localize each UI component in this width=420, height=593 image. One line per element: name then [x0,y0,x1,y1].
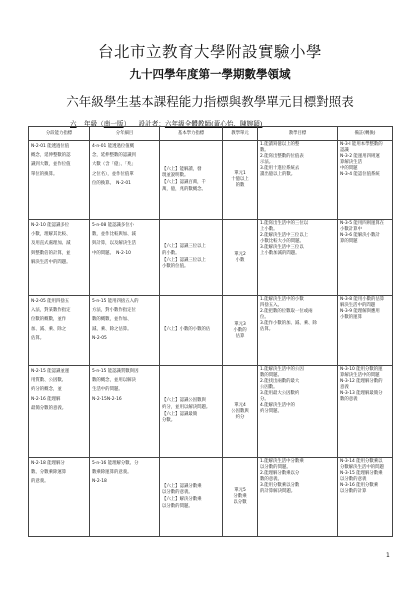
cell-line: 數，並作比較與加、減 [92,232,136,238]
cell-line: 2.能把數的位數取一位或兩 [260,309,313,314]
cell-unit [223,220,258,296]
cell-line: 【六上】認識三位以上 [162,257,206,263]
cell-line: 及用直式處理加、減 [31,241,71,247]
cell-basic [160,296,223,366]
cell-basic [160,220,223,296]
cell-line: 數的意義 [340,397,358,402]
cell-line: 中的問題 [340,166,358,171]
cell-line: 數的概數，並作加、 [92,317,132,323]
cell-line: 數的意義。 [260,477,282,482]
cell-grade [90,366,160,458]
cell-line: N-2-05 能用四捨五 [31,299,70,304]
document-subtitle: 九十四學年度第一學期數學領域 [129,67,291,81]
table-row [29,458,393,537]
cell-basic [160,458,223,537]
cell-line: 的計算解決問題。 [260,489,296,494]
cell-line: 5-n-15 能用四捨五入的 [92,299,139,304]
cell-line: N-2-18 能理解分 [31,461,65,466]
header-basic: 基本學力指標 [160,127,223,141]
cell-line: 分。 [260,397,269,402]
cell-line: 【六上】認識最簡 [162,411,198,417]
cell-basic [160,366,223,458]
cell-line: 1.能解決生活中的公因 [260,367,304,372]
document-title: 台北市立教育大學附設實驗小學 [97,43,322,61]
cell-line: N-2-18 [92,479,107,485]
table-header-row [29,127,393,141]
page-number: 1 [386,552,390,559]
cell-line: 單位的換算。 [31,171,58,177]
cell-line: 以分數的計算 [340,489,367,494]
cell-line: 的數 [235,183,245,188]
cell-line: 3.能作小數的加、減、乘、除 [260,321,317,326]
cell-line: N-3-5 能用四則運算在 [340,221,385,226]
cell-line: 位的換算。 N-2-01 [92,180,131,186]
cell-line: 以分數的問題。 [162,503,193,509]
cell-line: 小數的運算 [340,315,362,320]
cell-line: N-3-I 能用本學整數的 [340,142,383,147]
cell-line: 5-n-08 能認識多位小 [92,223,135,228]
cell-line: 識到大數，並作位值 [31,162,71,168]
cell-unit [223,366,258,458]
cell-line: N-3-12 能理解分數的 [340,379,383,384]
cell-line: 小數 [235,257,245,263]
cell-line: N-3-16 能用分數乘 [340,483,379,488]
cell-line: N-3-2 能運用四則運 [340,154,380,159]
cell-goals [258,220,338,296]
cell-line: 算解決生活中的問題 [340,373,380,378]
cell-line: N-3-8 能用小數的估算 [340,297,385,302]
cell-line: 算解決生活 [340,160,362,165]
cell-line: N-3-15 能理解分數乘 [340,471,383,476]
cell-line: 數的問題。 [260,373,282,378]
cell-line: 5-n-16 能理解分數、分 [92,461,139,466]
cell-line: 之位名），並作位值單 [92,171,134,177]
cell-ability [29,296,90,366]
table-row [29,366,393,458]
cell-line: 萬，億，兆的數概念。 [162,186,206,192]
cell-line: 中的問題。 N-2-10 [92,250,131,256]
cell-line: 四捨五入。 [260,303,282,308]
cell-line: 大數（含「億」、「兆」 [92,162,136,168]
cell-line: 1.能寫出生活中的三位以 [260,221,309,226]
cell-line: 1.能解決生活中的小數 [260,297,304,302]
cell-goals [258,366,338,458]
cell-line: 估算 [235,333,245,339]
cell-line: 3.能用最大公因數約 [260,391,300,396]
cell-line: 生活中的問題。 [92,387,123,393]
cell-line: 單元5 [234,488,246,493]
cell-line: 公因數。 [260,385,278,390]
header-grade: 分年細目 [90,127,160,141]
cell-line: 念，延伸整數的認識到 [92,153,136,159]
cell-line: N-3-6 能解決小數計 [340,233,380,238]
cell-line: 與計算，以及解決生活 [92,241,136,247]
cell-line: N-2-15 能認識並運 [31,369,70,374]
cell-line: 最簡分數的意義。 [31,405,67,411]
cell-line: 分數解決生活中的問題 [340,465,384,470]
cell-line: 小數比較大小的問題。 [260,239,304,244]
cell-line: 加、減、乘、除之 [31,326,67,332]
cell-notes [338,220,393,296]
cell-goals [258,296,338,366]
cell-line: 3.能用十進位系統去 [260,166,300,171]
cell-grade [90,296,160,366]
cell-grade [90,220,160,296]
cell-line: 解決生活中的問題。 [31,259,71,265]
cell-line: 上小數加減的問題。 [260,251,300,256]
cell-ability [29,141,90,220]
cell-line: 估算。 [31,335,45,341]
cell-line: 【六上】認識公因數與 [162,398,206,404]
cell-line: N-3-13 能理解最簡分 [340,391,383,396]
cell-line: N-2-01 能透過位值 [31,144,70,149]
cell-line: 的意義。 [31,479,49,485]
cell-line: N-2-15N-2-16 [92,396,122,402]
cell-line: 【六上】能解讀，發 [162,166,202,172]
cell-line: 的小數。 [162,250,180,256]
cell-line: 單元1 [234,171,246,176]
document-heading: 六年級學生基本課程能力指標與教學單元目標對照表 [66,94,354,109]
header-goals: 教學目標 [258,127,338,141]
volume-label: 年級（ [84,120,104,128]
cell-line: N-2-05 [92,335,107,341]
table-row [29,220,393,296]
cell-line: 解決生活中的問題 [340,303,376,308]
header-ability: 分段能力指標 [29,127,90,141]
cell-line: 4-n-01 能透過位值概 [92,144,135,149]
cell-line: 約分問題。 [260,409,282,414]
ability-table [28,126,393,537]
cell-notes [338,458,393,537]
cell-unit [223,296,258,366]
cell-notes [338,296,393,366]
cell-line: 數。 [260,148,269,153]
cell-line: N-3-4 能認位值系統 [340,172,380,177]
cell-line: 以分數的意義。 [162,490,193,496]
cell-ability [29,458,90,537]
cell-line: 單元2 [234,251,246,257]
cell-line: 減、乘、除之估算。 [92,326,132,332]
header-notes: 備註(轉換) [338,127,393,141]
cell-line: 單元3 [234,321,246,327]
cell-line: 小數，理解其比較、 [31,232,71,238]
cell-line: 與整數倍的計算，並 [31,250,71,256]
cell-line: 十億以上 [231,177,249,182]
cell-ability [29,220,90,296]
cell-line: 用質數、公因數、 [31,378,67,384]
cell-line: 位。 [260,315,269,320]
cell-line: 數乘除運算的意義。 [92,470,132,476]
cell-line: 以分數 [233,500,247,505]
cell-notes [338,366,393,458]
cell-line: 入法，對某數作指定 [31,308,71,314]
cell-line: 示法。 [260,160,274,165]
cell-line: N-3-9 能理解與應用 [340,309,380,314]
header-unit: 教學單元 [223,127,258,141]
cell-line: 【六上】解決分數乘 [162,497,202,502]
cell-line: N-3-10 能用分數的運 [340,367,383,372]
cell-line: 3.能解決生活中三位以 [260,245,304,250]
cell-line: 1.能解決生活中分數乘 [260,459,304,464]
cell-unit [223,458,258,537]
cell-basic [160,141,223,220]
designer-value: 六年級全體教師(黃心怡、陳婉穎) [164,120,263,128]
cell-line: 分數。 [162,418,176,424]
cell-line: 上小數。 [260,227,278,232]
cell-line: 【六上】認識百萬，千 [162,180,206,185]
cell-line: 2.能解決生活中三位以上 [260,233,309,238]
cell-line: 【六上】認識三位以上 [162,244,206,250]
cell-line: 2.能找出兩數的最大 [260,379,300,384]
cell-line: 4.能解決生活中的 [260,403,295,408]
cell-line: 約分 [235,414,245,420]
edition-value: 南一版 [103,120,124,128]
cell-line: 約分的概念，並 [31,387,62,393]
cell-line: N-3-14 能用分數乘以 [340,459,383,464]
cell-grade [90,458,160,537]
cell-goals [258,458,338,537]
cell-line: 小數計算中 [340,227,362,232]
cell-line: 2.能寫出整數的位值表 [260,154,304,159]
cell-line: 以分數的問題。 [260,465,291,470]
cell-line: 【六上】小數的小數的估 [162,327,211,333]
cell-line: 【六上】認識分數乘 [162,483,202,489]
cell-line: 認識 [340,148,349,153]
cell-line: N-2-16 能理解 [31,396,61,402]
cell-line: 單元4 [234,402,246,408]
cell-line: 1.能讀寫億以上的整 [260,142,300,147]
cell-line: N-2-10 能認識多位 [31,223,70,228]
edition-suffix: ） [123,120,131,128]
cell-line: 現並說明數。 [162,173,189,179]
cell-line: 概念，延伸整數的認 [31,153,71,159]
designer-label: 設計者： [138,120,165,128]
cell-grade [90,141,160,220]
cell-notes [338,141,393,220]
cell-line: 分數乘 [233,494,247,499]
cell-line: 位數的概數，並作 [31,317,67,323]
table-row [29,141,393,220]
cell-line: 3.能用分數乘以分數 [260,483,300,488]
cell-line: 算的問題 [340,239,358,244]
cell-line: 數、分數乘除運算 [31,470,67,476]
cell-line: 數的概念，並用以解決 [92,378,136,384]
cell-line: 方法，對小數作指定位 [92,308,136,314]
cell-line: 約分，並用以解決問題。 [162,404,211,410]
cell-line: 以分數的意義 [340,477,367,482]
cell-line: 公因數與 [231,408,249,414]
cell-ability [29,366,90,458]
cell-line: 2.能理解分數乘以分 [260,471,300,476]
cell-line: 估算。 [260,327,274,332]
cell-line: 讀出億以上的數。 [260,172,296,177]
cell-goals [258,141,338,220]
table-row [29,296,393,366]
cell-line: 5-n-15 能認識質數與因 [92,369,139,374]
cell-line: 意義 [340,385,349,390]
volume-value: 六 [70,120,77,128]
cell-line: 小數的位值。 [162,264,189,270]
cell-unit [223,141,258,220]
cell-line: 小數的 [233,327,247,333]
